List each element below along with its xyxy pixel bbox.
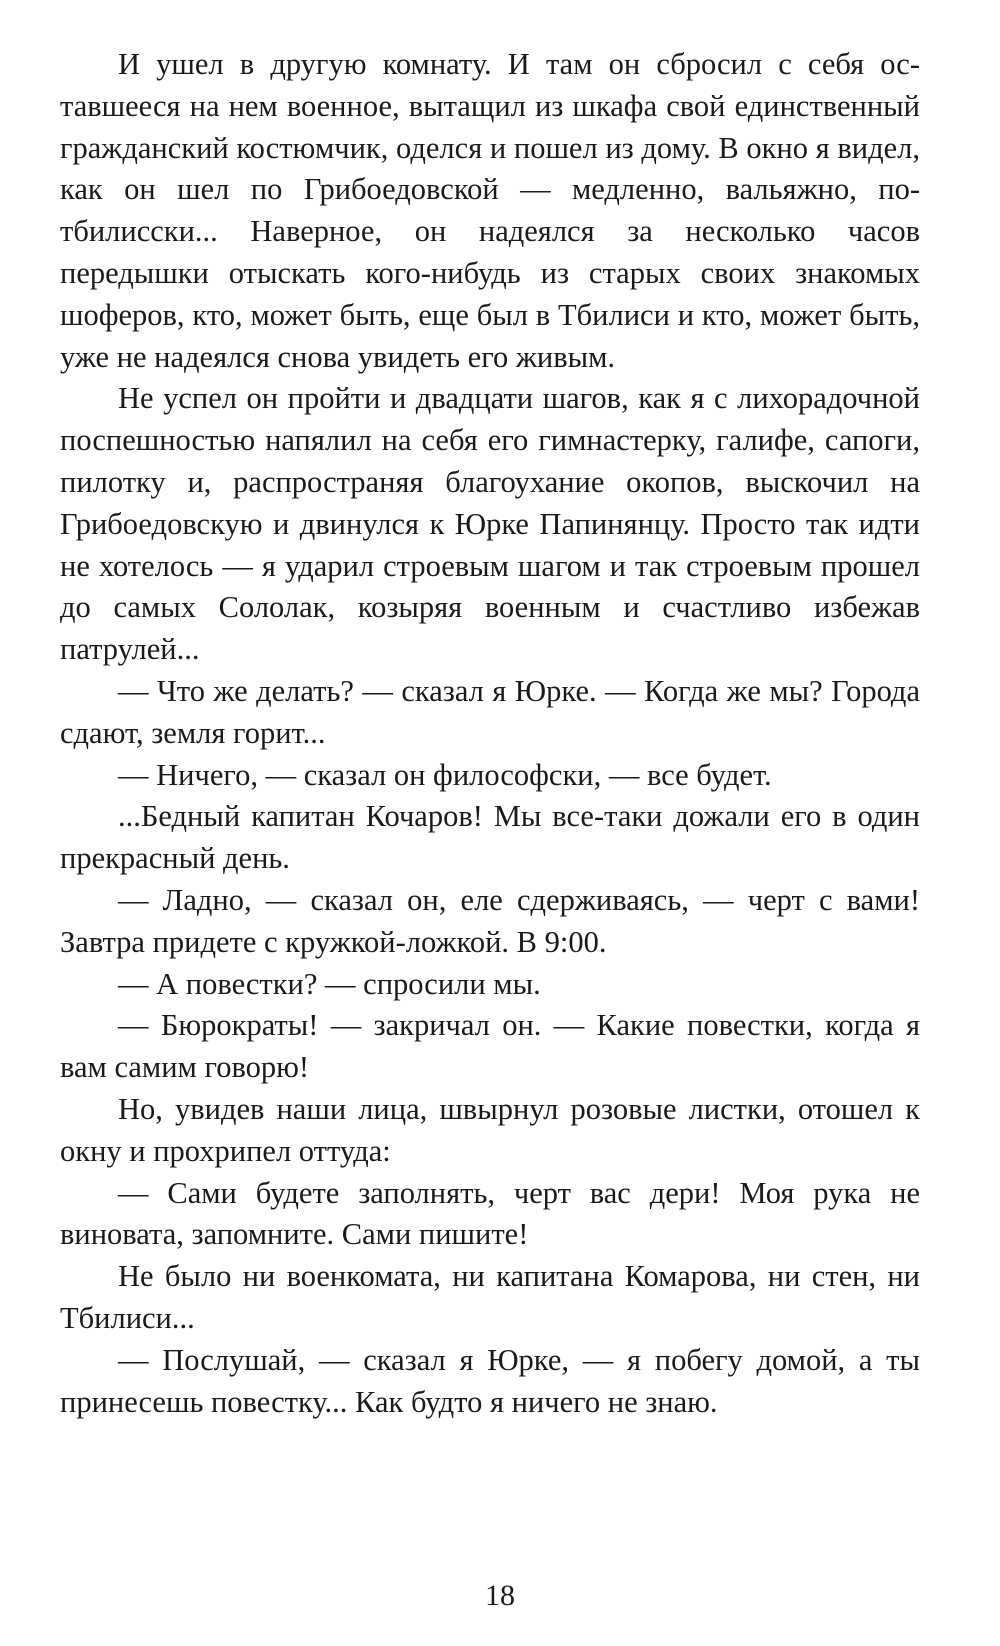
paragraph: — А повестки? — спросили мы.: [118, 966, 541, 1001]
paragraph: — Что же делать? — сказал я Юрке. — Когда же мы? Города сдают, земля горит...: [60, 673, 920, 750]
paragraph: — Ничего, — сказал он философски, — все будет.: [118, 757, 772, 792]
paragraph: — Бюрократы! — закричал он. — Какие повестки, когда я вам самим говорю!: [60, 1008, 920, 1085]
paragraph: ...Бедный капитан Кочаров! Мы все-таки дожали его в один прекрасный день.: [60, 799, 920, 876]
paragraph: — Ладно, — сказал он, еле сдерживаясь, — черт с вами! Завтра придете с кружкой-ложкой. В 9:00.: [60, 882, 920, 959]
page-text: [60, 44, 920, 1423]
paragraph: Не было ни военкомата, ни капитана Комарова, ни стен, ни Тбилиси...: [60, 1259, 920, 1335]
paragraph: — Сами будете заполнять, черт вас дери! Моя рука не виновата, запомните. Сами пишите!: [60, 1175, 920, 1252]
paragraph: Не успел он пройти и двадцати шагов, как я с лихорадочной поспешностью напялил на себя его гимнастерку, галифе, сапоги, пилотку и, распространяя благоухание окопов, выскочил на Грибоедовскую и двинулся к Юрке Папинянцу. Просто так идти не хотелось — я ударил строевым шагом и так строевым прошел до самых Сололак, козыряя военным и счастливо избежав патрулей...: [60, 381, 920, 667]
paragraph: Но, увидев наши лица, швырнул розовые листки, отошел к окну и прохрипел оттуда:: [60, 1091, 920, 1168]
paragraph: — Послушай, — сказал я Юрке, — я побегу домой, а ты принесешь повестку... Как будто я ничего не знаю.: [60, 1342, 920, 1419]
paragraph: И ушел в другую комнату. И там он сбросил с себя оставшееся на нем военное, вытащил из шкафа свой единственный гражданский костюмчик, оделся и пошел из дому. В окно я видел, как он шел по Грибоедовской — медленно, вальяжно, по-тбилисски... Наверное, он надеялся за несколько часов передышки отыскать кого-нибудь из старых своих знакомых шоферов, кто, может быть, еще был в Тбилиси и кто, может быть, уже не надеялся снова увидеть его живым.: [60, 47, 920, 374]
page-number: 18: [485, 1579, 515, 1612]
